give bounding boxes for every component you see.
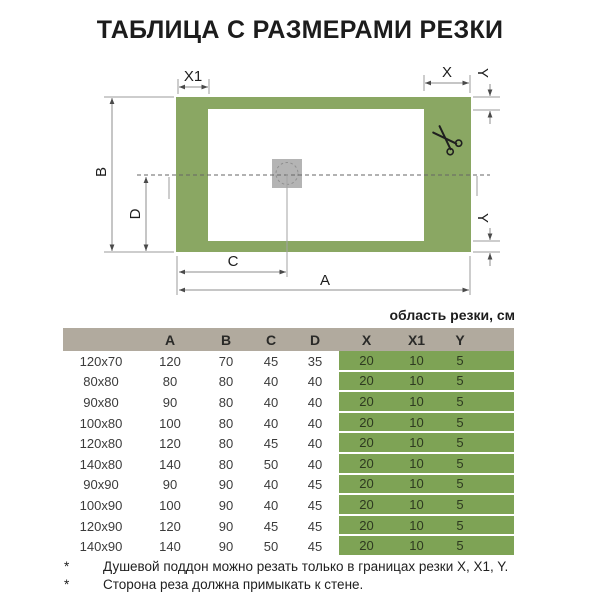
dim-label-a: A [319, 272, 331, 289]
cut-value-cell: 5 [439, 536, 481, 557]
cut-value-cell: 10 [394, 475, 439, 496]
value-cell: 40 [263, 477, 279, 493]
cut-value-cell: 5 [439, 413, 481, 434]
row-filler [481, 372, 514, 393]
value-cell: 90 [218, 539, 234, 555]
cut-value-cell: 20 [339, 475, 394, 496]
table-row [63, 454, 514, 475]
value-cell: 140 [159, 456, 181, 472]
row-filler [481, 413, 514, 434]
row-filler [481, 516, 514, 537]
value-cell: 80 [218, 456, 234, 472]
table-row [63, 536, 514, 557]
table-row [63, 413, 514, 434]
size-cell: 100x80 [79, 415, 123, 431]
row-filler [481, 454, 514, 475]
size-cell: 90x80 [83, 394, 119, 410]
column-header-b: B [201, 328, 251, 351]
value-cell: 45 [307, 518, 323, 534]
column-header-d: D [291, 328, 339, 351]
value-cell: 100 [159, 415, 181, 431]
value-cell: 50 [263, 539, 279, 555]
cut-value-cell: 20 [339, 392, 394, 413]
column-header-y: Y [439, 328, 481, 351]
table-header-row [63, 328, 514, 351]
cut-value-cell: 20 [339, 413, 394, 434]
cut-value-cell: 5 [439, 351, 481, 372]
value-cell: 45 [263, 436, 279, 452]
cut-value-cell: 20 [339, 536, 394, 557]
cut-value-cell: 10 [394, 454, 439, 475]
cut-value-cell: 20 [339, 516, 394, 537]
size-cell: 120x90 [79, 518, 123, 534]
value-cell: 90 [162, 477, 178, 493]
value-cell: 40 [307, 436, 323, 452]
value-cell: 90 [218, 477, 234, 493]
row-filler [481, 351, 514, 372]
cut-value-cell: 10 [394, 413, 439, 434]
row-filler [481, 475, 514, 496]
value-cell: 40 [307, 456, 323, 472]
value-cell: 45 [263, 353, 279, 369]
row-filler [481, 536, 514, 557]
dim-label-d: D [127, 208, 144, 220]
value-cell: 40 [263, 415, 279, 431]
cut-value-cell: 10 [394, 392, 439, 413]
table-row [63, 516, 514, 537]
cutting-zone-label: область резки, см [389, 307, 515, 323]
value-cell: 90 [162, 394, 178, 410]
value-cell: 80 [218, 436, 234, 452]
value-cell: 40 [307, 394, 323, 410]
footnote [64, 558, 554, 576]
cut-dimensions-table [63, 328, 514, 557]
cut-value-cell: 5 [439, 495, 481, 516]
size-cell: 120x80 [79, 436, 123, 452]
cut-value-cell: 5 [439, 392, 481, 413]
header-spacer [63, 328, 139, 351]
row-filler [481, 495, 514, 516]
cut-value-cell: 20 [339, 351, 394, 372]
cut-value-cell: 10 [394, 536, 439, 557]
value-cell: 45 [307, 497, 323, 513]
cut-value-cell: 10 [394, 372, 439, 393]
column-header-c: C [251, 328, 291, 351]
value-cell: 40 [307, 415, 323, 431]
value-cell: 40 [263, 497, 279, 513]
value-cell: 90 [218, 497, 234, 513]
cut-value-cell: 10 [394, 516, 439, 537]
footnote-marker: * [64, 559, 70, 574]
value-cell: 40 [307, 374, 323, 390]
value-cell: 45 [307, 539, 323, 555]
value-cell: 40 [263, 394, 279, 410]
footnote-marker: * [64, 576, 70, 592]
dim-label-y-bottom: Y [474, 213, 491, 224]
value-cell: 35 [307, 353, 323, 369]
column-header-a: A [139, 328, 201, 351]
cut-value-cell: 10 [394, 351, 439, 372]
value-cell: 120 [159, 353, 181, 369]
table-row [63, 372, 514, 393]
cut-value-cell: 10 [394, 433, 439, 454]
value-cell: 80 [218, 374, 234, 390]
size-cell: 90x90 [83, 477, 119, 493]
value-cell: 140 [159, 539, 181, 555]
value-cell: 90 [218, 518, 234, 534]
table-row [63, 433, 514, 454]
column-header-x: X [339, 328, 394, 351]
value-cell: 80 [162, 374, 178, 390]
value-cell: 45 [307, 477, 323, 493]
cut-value-cell: 20 [339, 372, 394, 393]
footnote-text: Сторона реза должна примыкать к стене. [103, 576, 364, 592]
cut-value-cell: 5 [439, 372, 481, 393]
table-row [63, 475, 514, 496]
header-filler [481, 328, 514, 351]
page-title: ТАБЛИЦА С РАЗМЕРАМИ РЕЗКИ [96, 16, 504, 44]
row-filler [481, 392, 514, 413]
value-cell: 120 [159, 518, 181, 534]
value-cell: 100 [159, 497, 181, 513]
table-row [63, 351, 514, 372]
value-cell: 80 [218, 415, 234, 431]
size-cell: 100x90 [79, 497, 123, 513]
dim-label-x1: X1 [183, 68, 203, 85]
cut-value-cell: 10 [394, 495, 439, 516]
cut-value-cell: 20 [339, 495, 394, 516]
size-cell: 140x80 [79, 456, 123, 472]
size-cell: 140x90 [79, 539, 123, 555]
value-cell: 70 [218, 353, 234, 369]
table-body [63, 351, 514, 557]
size-cell: 80x80 [83, 374, 119, 390]
cut-value-cell: 20 [339, 433, 394, 454]
cut-value-cell: 5 [439, 516, 481, 537]
row-filler [481, 433, 514, 454]
value-cell: 45 [263, 518, 279, 534]
footnotes [64, 558, 554, 593]
cut-value-cell: 20 [339, 454, 394, 475]
size-cell: 120x70 [79, 353, 123, 369]
cut-value-cell: 5 [439, 475, 481, 496]
dim-label-b: B [93, 166, 110, 178]
column-header-x1: X1 [394, 328, 439, 351]
dim-label-y-top: Y [474, 68, 491, 79]
value-cell: 120 [159, 436, 181, 452]
footnote [64, 576, 554, 594]
dim-label-c: C [227, 253, 239, 270]
table-row [63, 495, 514, 516]
dim-label-x: X [441, 64, 453, 81]
value-cell: 40 [263, 374, 279, 390]
cut-value-cell: 5 [439, 454, 481, 475]
cut-value-cell: 5 [439, 433, 481, 454]
value-cell: 50 [263, 456, 279, 472]
table-row [63, 392, 514, 413]
footnote-text: Душевой поддон можно резать только в границах резки X, X1, Y. [103, 559, 509, 574]
value-cell: 80 [218, 394, 234, 410]
